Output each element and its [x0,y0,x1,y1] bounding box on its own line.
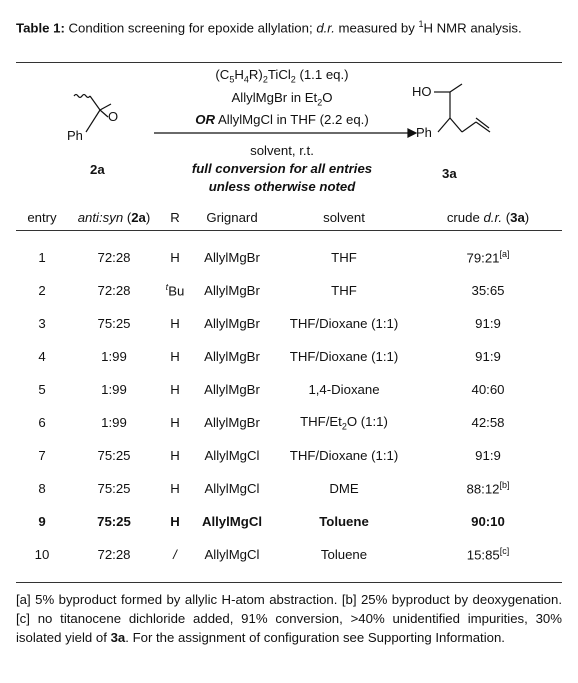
reagent-allylmgcl: OR AllylMgCl in THF (2.2 eq.) [195,112,369,128]
product-phenyl: Ph [416,125,432,140]
cell-grignard: AllylMgCl [204,448,260,463]
cell-r: H [170,415,180,430]
cell-grignard: AllylMgCl [204,481,260,496]
cell-entry: 1 [38,250,46,265]
cell-dr: 91:9 [475,316,501,331]
cell-entry: 8 [38,481,46,496]
cell-r: H [170,481,180,496]
conditions-below [152,142,412,196]
cell-solvent: THF/Dioxane (1:1) [289,448,399,463]
header-anti-syn: anti:syn (2a) [68,204,160,231]
cell-dr: 91:9 [475,349,501,364]
cell-entry: 6 [38,415,46,430]
cell-anti-syn: 1:99 [101,349,127,364]
cell-solvent: THF/$Et_2O$ (1:1) [300,413,388,432]
cell-dr: 35:65 [471,283,505,298]
cell-grignard: AllylMgBr [204,250,260,265]
reagent-allylmgbr: AllylMgBr in $Et_2O$ [231,89,333,108]
cell-entry: 7 [38,448,46,463]
table-row [16,231,562,275]
cell-solvent: THF/Dioxane (1:1) [289,349,399,364]
table-row [16,472,562,505]
cell-grignard: AllylMgBr [204,283,260,298]
table-row [16,274,562,307]
footnote-rule [16,582,562,583]
cell-grignard: AllylMgBr [204,316,260,331]
screening-table [16,204,562,571]
header-r: R [160,204,190,231]
table-row [16,406,562,439]
cell-dr: 79:21[a] [466,249,510,266]
caption-sup: 1 [418,19,424,29]
cell-grignard: AllylMgCl [204,547,260,562]
header-grignard: Grignard [190,204,274,231]
cell-solvent: Toluene [320,547,368,562]
caption-text-3: H NMR analysis. [423,20,522,36]
cell-r: / [173,547,177,562]
table-body [16,231,562,572]
caption-text-1: Condition screening for epoxide allylation; [64,20,317,36]
start-label: 2a [90,162,105,177]
cell-grignard: AllylMgBr [204,415,260,430]
epoxide-oxygen: O [108,109,119,124]
cell-entry: 3 [38,316,46,331]
cell-entry: 2 [38,283,46,298]
cell-dr: 90:10 [471,514,505,529]
table-row [16,505,562,538]
cell-r: H [170,514,180,529]
table-row [16,307,562,340]
table-row [16,538,562,571]
cell-anti-syn: 75:25 [97,481,131,496]
cell-solvent: THF [331,283,357,298]
cell-anti-syn: 1:99 [101,382,127,397]
product-label: 3a [442,166,457,181]
product-structure [434,84,490,132]
cell-r: H [170,250,180,265]
cell-entry: 10 [34,547,50,562]
cell-dr: 15:85[c] [466,546,510,563]
cell-grignard: AllylMgCl [201,514,263,529]
header-dr: crude d.r. (3a) [414,204,562,231]
table-row [16,340,562,373]
cell-anti-syn: 72:28 [97,250,131,265]
caption-text-2: measured by [334,20,419,36]
table-caption [16,14,562,38]
caption-label: Table 1: [16,20,65,36]
header-entry: entry [16,204,68,231]
cell-r: H [170,349,180,364]
cell-anti-syn: 75:25 [97,514,131,529]
condition-note: unless otherwise noted [208,179,356,194]
reagent-titanocene: $(C_5H_4R)_2TiCl_2$ (1.1 eq.) [215,67,349,85]
reaction-arrow [154,129,416,137]
cell-r: H [170,316,180,331]
caption-dr: d.r. [316,20,335,36]
cell-solvent: THF/Dioxane (1:1) [289,316,399,331]
cell-grignard: AllylMgBr [204,382,260,397]
epoxide-structure [74,95,111,133]
cell-r: H [170,448,180,463]
cell-solvent: DME [329,481,359,496]
cell-anti-syn: 1:99 [101,415,127,430]
cell-entry: 9 [38,514,46,529]
cell-r: $^t$Bu [165,282,185,299]
table-footnote: [a] 5% byproduct formed by allylic H-atom abstraction. [b] 25% byproduct by deoxygenation. [c] no titanocene dichloride added, 91% conversion, >40% unidentified impurities, 30% isolated yield of 3a. For the assignment of configuration see Supporting Information. [16,592,562,645]
cell-solvent: 1,4-Dioxane [308,382,380,397]
cell-dr: 88:12[b] [466,480,510,497]
cell-anti-syn: 75:25 [97,448,131,463]
table-row [16,439,562,472]
cell-dr: 42:58 [471,415,505,430]
cell-dr: 91:9 [475,448,501,463]
reaction-scheme [16,62,562,202]
table-row [16,373,562,406]
epoxide-phenyl: Ph [67,128,83,143]
reagents-above [152,66,412,129]
wavy-bond [74,95,90,98]
condition-conversion: full conversion for all entries [191,161,373,176]
cell-solvent: Toluene [319,514,369,529]
cell-solvent: THF [331,250,357,265]
cell-anti-syn: 72:28 [97,283,131,298]
cell-entry: 4 [38,349,46,364]
product-hydroxyl: HO [412,84,432,99]
cell-anti-syn: 72:28 [97,547,131,562]
cell-r: H [170,382,180,397]
header-solvent: solvent [274,204,414,231]
cell-dr: 40:60 [471,382,505,397]
cell-anti-syn: 75:25 [97,316,131,331]
condition-solvent: solvent, r.t. [250,143,314,158]
cell-grignard: AllylMgBr [204,349,260,364]
table-header-row [16,204,562,231]
cell-entry: 5 [38,382,46,397]
